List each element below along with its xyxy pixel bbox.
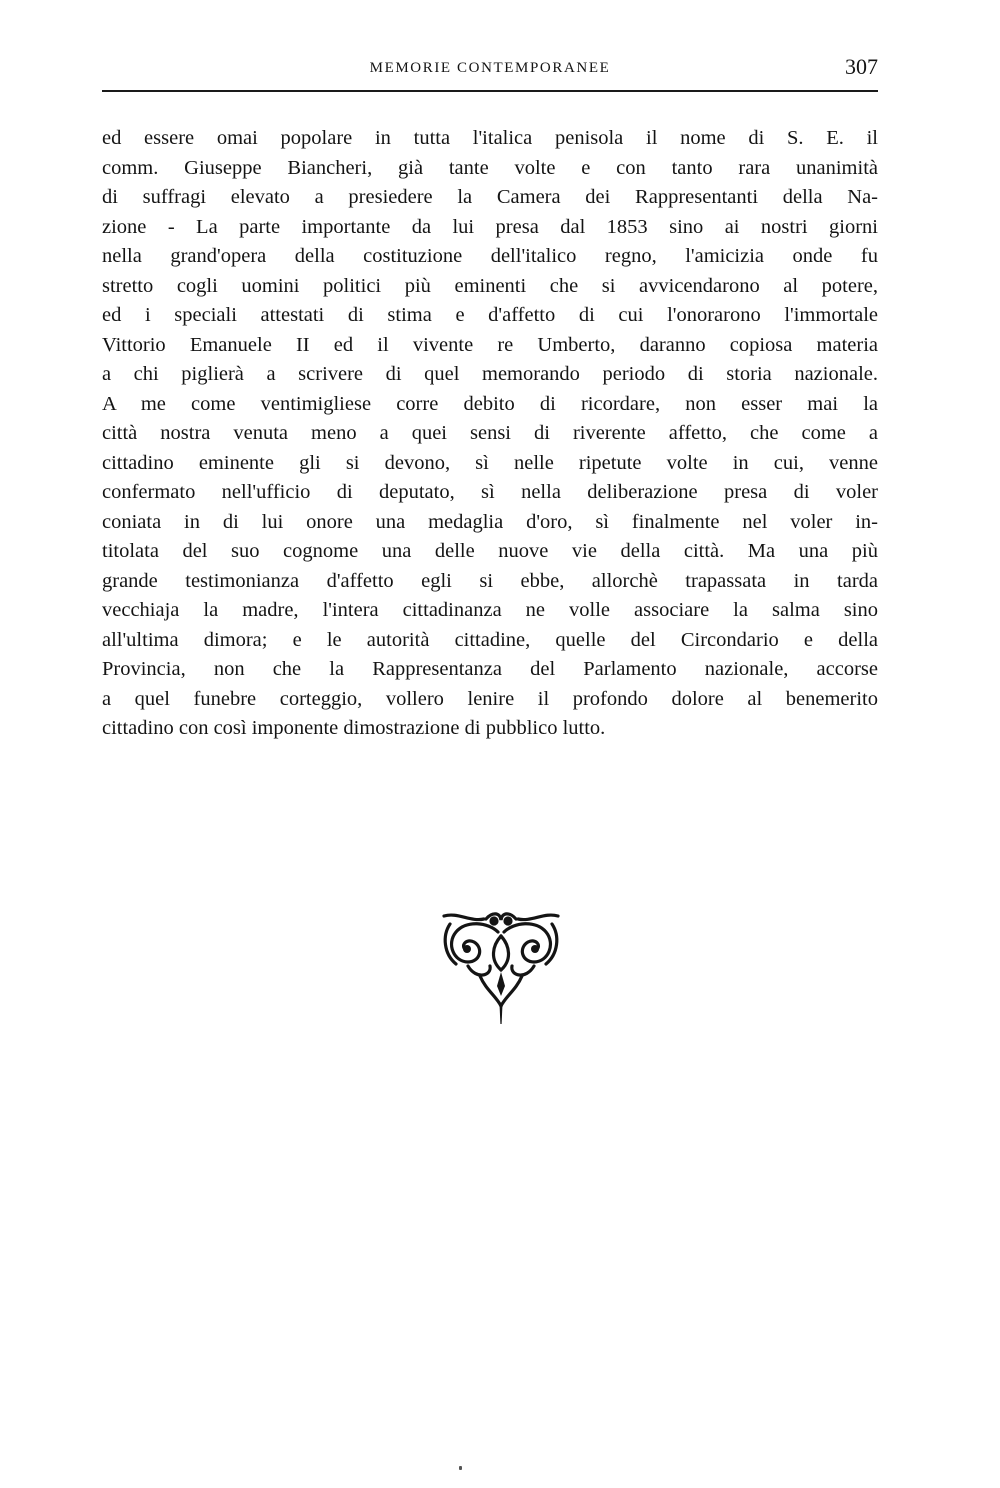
stray-ink-mark — [459, 1466, 462, 1470]
body-paragraph — [102, 124, 878, 744]
text-line: A me come ventimigliese corre debito di ricordare, non esser mai la — [102, 392, 878, 415]
text-line: nella grand'opera della costituzione dell'italico regno, l'amicizia onde fu — [102, 245, 878, 267]
text-line: comm. Giuseppe Biancheri, già tante volte e con tanto rara unanimità — [102, 156, 878, 179]
text-line: città nostra venuta meno a quei sensi di riverente affetto, che come a — [102, 422, 878, 444]
text-line: grande testimonianza d'affetto egli si ebbe, allorchè trapassata in tarda — [102, 569, 878, 592]
text-line: Provincia, non che la Rappresentanza del Parlamento nazionale, accorse — [102, 658, 878, 680]
text-line: ed essere omai popolare in tutta l'italica penisola il nome di S. E. il — [102, 127, 878, 149]
running-header — [102, 52, 878, 92]
text-line: stretto cogli uomini politici più eminenti che si avvicendarono al potere, — [102, 274, 878, 297]
text-line: a chi piglierà a scrivere di quel memorando periodo di storia nazionale. — [102, 363, 878, 385]
text-line: coniata in di lui onore una medaglia d'oro, sì finalmente nel voler in- — [102, 510, 878, 533]
text-line: all'ultima dimora; e le autorità cittadine, quelle del Circondario e della — [102, 628, 878, 651]
tailpiece-ornament-icon — [436, 910, 566, 1026]
page-number: 307 — [845, 54, 878, 79]
text-line: cittadino eminente gli si devono, sì nelle ripetute volte in cui, venne — [102, 451, 878, 474]
text-line: a quel funebre corteggio, vollero lenire il profondo dolore al benemerito — [102, 687, 878, 710]
text-line-last: cittadino con così imponente dimostrazione di pubblico lutto. — [102, 717, 606, 739]
text-line: zione - La parte importante da lui presa dal 1853 sino ai nostri giorni — [102, 215, 878, 238]
text-line: titolata del suo cognome una delle nuove vie della città. Ma una più — [102, 540, 878, 562]
text-line: confermato nell'ufficio di deputato, sì nella deliberazione presa di voler — [102, 481, 878, 503]
text-line: ed i speciali attestati di stima e d'affetto di cui l'onorarono l'immortale — [102, 304, 878, 326]
header-rule — [102, 90, 878, 92]
running-title: MEMORIE CONTEMPORANEE — [369, 60, 611, 76]
text-line: Vittorio Emanuele II ed il vivente re Umberto, daranno copiosa materia — [102, 333, 878, 356]
text-line: vecchiaja la madre, l'intera cittadinanza ne volle associare la salma sino — [102, 599, 878, 621]
text-line: di suffragi elevato a presiedere la Camera dei Rappresentanti della Na- — [102, 186, 878, 208]
